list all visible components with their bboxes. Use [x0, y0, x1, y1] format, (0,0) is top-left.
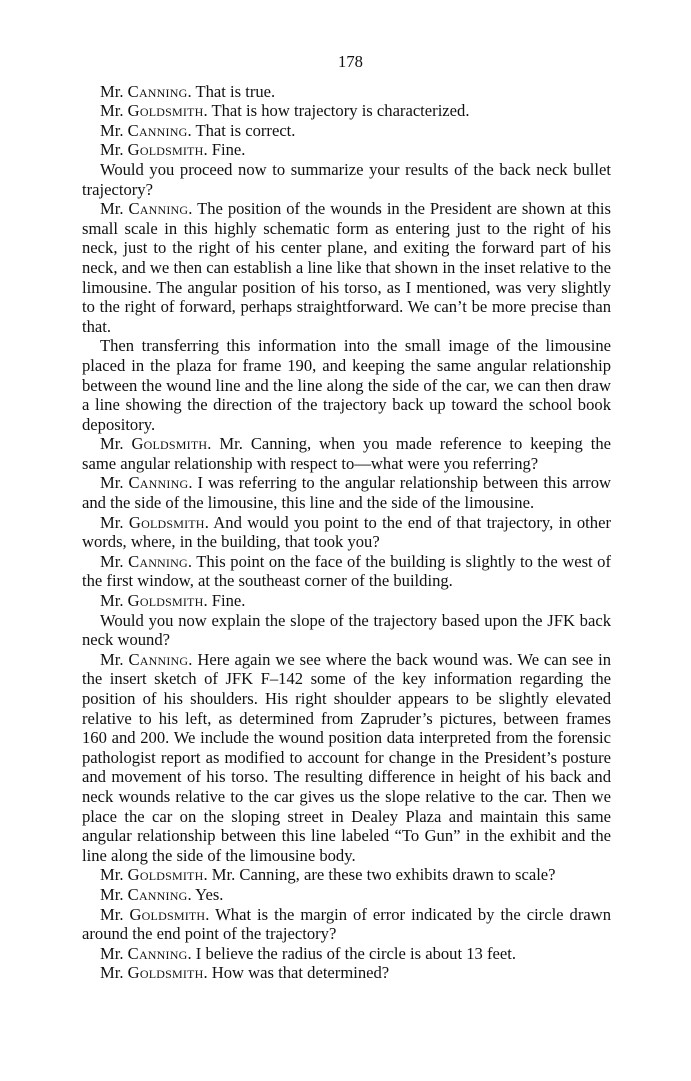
speaker-name: Goldsmith — [127, 591, 204, 611]
speaker-label: Mr. Canning. — [100, 81, 196, 101]
speaker-label: Mr. Canning. — [100, 649, 198, 669]
paragraph-text: What is the margin of error indicated by the circle drawn around the end point of the trajectory? — [82, 904, 611, 944]
speaker-label: Mr. Canning. — [100, 199, 198, 219]
speaker-label: Mr. Canning. — [100, 551, 197, 571]
testimony-paragraph — [82, 591, 611, 611]
speaker-label: Mr. Canning. — [100, 943, 196, 963]
continuation-paragraph — [82, 160, 611, 199]
speaker-name: Canning — [128, 551, 188, 571]
testimony-paragraph — [82, 865, 611, 885]
speaker-label: Mr. Canning. — [100, 120, 196, 140]
speaker-name: Goldsmith — [127, 101, 204, 121]
testimony-paragraph — [82, 944, 611, 964]
speaker-name: Canning — [128, 473, 189, 493]
paragraph-text: I believe the radius of the circle is about 13 feet. — [195, 943, 516, 963]
speaker-name: Goldsmith — [127, 963, 204, 983]
speaker-label: Mr. Goldsmith. — [100, 591, 212, 611]
testimony-paragraph — [82, 82, 611, 102]
testimony-paragraph — [82, 552, 611, 591]
speaker-label: Mr. Goldsmith. — [100, 101, 212, 121]
speaker-name: Goldsmith — [128, 512, 205, 532]
speaker-name: Canning — [127, 120, 188, 140]
testimony-paragraph — [82, 513, 611, 552]
paragraph-text: Fine. — [211, 140, 246, 160]
paragraph-text: Fine. — [211, 591, 246, 611]
paragraph-text: The position of the wounds in the President are shown at this small scale in this highly schematic form as entering just to the right of his neck, just to the right of his center plane, and exiting the forward part of his neck, and we then can establish a line like that shown in the inset relative to the limousine. The angular position of his torso, as I mentioned, was very slightly to the right of forward, perhaps straightforward. We can’t be more precise than that. — [82, 199, 612, 336]
continuation-paragraph — [82, 336, 611, 434]
testimony-paragraph — [82, 885, 611, 905]
testimony-paragraph — [82, 473, 611, 512]
paragraph-text: Would you proceed now to summarize your results of the back neck bullet trajectory? — [82, 159, 611, 199]
paragraph-text: Would you now explain the slope of the trajectory based upon the JFK back neck wound? — [82, 610, 611, 650]
paragraph-text: Then transferring this information into the small image of the limousine placed in the plaza for frame 190, and keeping the same angular relationship between the wound line and the line along the side of the car, we can then draw a line showing the direction of the trajectory back up toward the school book depository. — [82, 336, 611, 434]
paragraph-text: How was that determined? — [211, 963, 390, 983]
testimony-paragraph — [82, 199, 611, 336]
paragraph-text: This point on the face of the building is slightly to the west of the first window, at the southeast corner of the building. — [82, 551, 612, 591]
page-number: 178 — [338, 52, 363, 71]
speaker-name: Goldsmith — [127, 140, 204, 160]
testimony-paragraph — [82, 963, 611, 983]
speaker-name: Canning — [127, 943, 188, 963]
paragraph-text: Mr. Canning, are these two exhibits drawn to scale? — [211, 865, 556, 885]
speaker-label: Mr. Goldsmith. — [100, 865, 212, 885]
speaker-name: Goldsmith — [127, 865, 204, 885]
transcript — [82, 82, 611, 983]
speaker-label: Mr. Goldsmith. — [100, 434, 220, 454]
speaker-label: Mr. Goldsmith. — [100, 904, 216, 924]
speaker-label: Mr. Goldsmith. — [100, 140, 212, 160]
speaker-label: Mr. Canning. — [100, 473, 198, 493]
paragraph-text: Mr. Canning, when you made reference to keeping the same angular relationship with respect to—what were you referring? — [82, 434, 611, 473]
speaker-label: Mr. Canning. — [100, 884, 196, 904]
speaker-label: Mr. Goldsmith. — [100, 512, 214, 532]
paragraph-text: Yes. — [195, 884, 224, 904]
continuation-paragraph — [82, 611, 611, 650]
paragraph-text: That is correct. — [195, 120, 296, 140]
speaker-name: Canning — [128, 649, 189, 669]
testimony-paragraph — [82, 434, 611, 473]
paragraph-text: I was referring to the angular relationship between this arrow and the side of the limousine, this line and the side of the limousine. — [82, 473, 611, 513]
speaker-name: Goldsmith — [131, 434, 208, 454]
paragraph-text: That is how trajectory is characterized. — [211, 101, 470, 121]
speaker-name: Canning — [127, 884, 188, 904]
testimony-paragraph — [82, 140, 611, 160]
testimony-paragraph — [82, 101, 611, 121]
document-page — [82, 52, 611, 983]
testimony-paragraph — [82, 121, 611, 141]
speaker-name: Goldsmith — [129, 904, 206, 924]
speaker-name: Canning — [128, 199, 189, 219]
speaker-label: Mr. Goldsmith. — [100, 963, 212, 983]
testimony-paragraph — [82, 650, 611, 866]
paragraph-text: That is true. — [195, 81, 276, 101]
paragraph-text: And would you point to the end of that trajectory, in other words, where, in the building, that took you? — [82, 512, 611, 552]
paragraph-text: Here again we see where the back wound was. We can see in the insert sketch of JFK F–142 some of the key information regarding the position of his shoulders. His right shoulder appears to be slightly elevated relative to his left, as determined from Zapruder’s pictures, between frames 160 and 200. We include the wound position data interpreted from the forensic pathologist report as modified to account for change in the President’s posture and movement of his torso. The resulting difference in height of his back and neck wounds relative to the car gives us the slope relative to the car. Then we place the car on the sloping street in Dealey Plaza and maintain this same angular relationship between this line labeled “To Gun” in the exhibit and the line along the side of the limousine body. — [82, 649, 612, 865]
testimony-paragraph — [82, 905, 611, 944]
speaker-name: Canning — [127, 81, 188, 101]
